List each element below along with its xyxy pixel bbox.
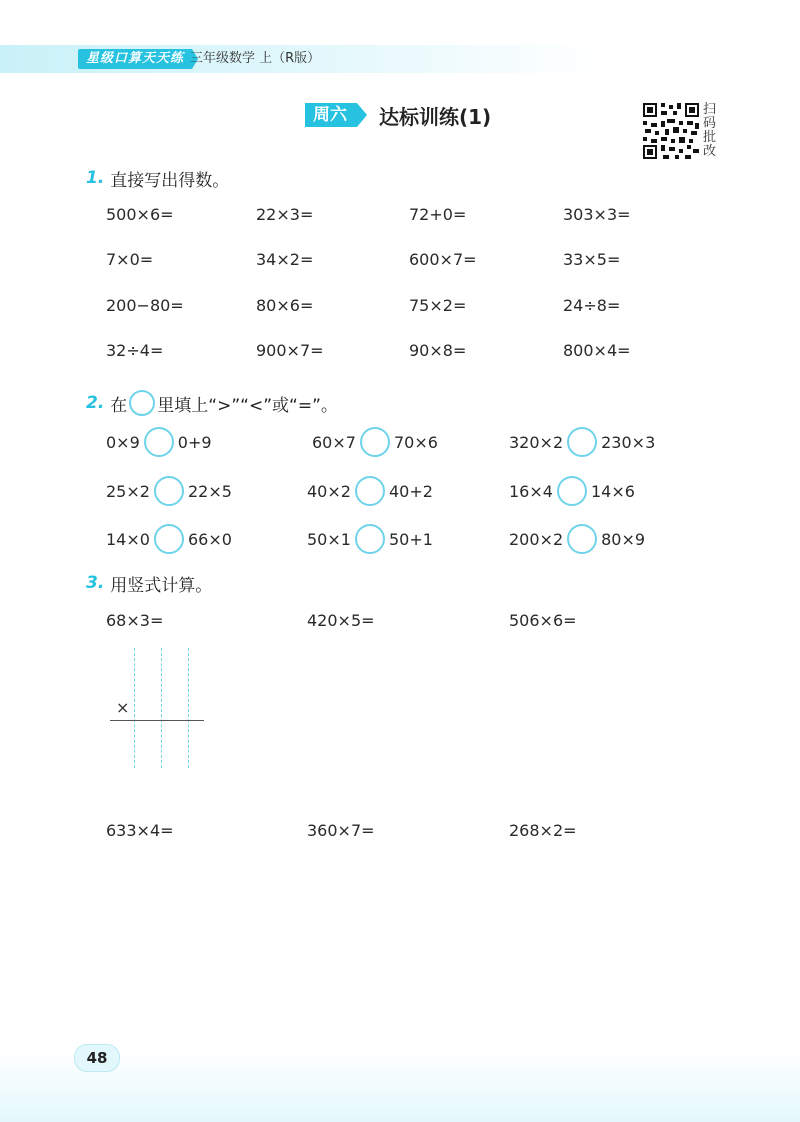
section-2-heading xyxy=(86,391,338,415)
calc-item: 303×3= xyxy=(563,205,631,224)
vertical-calc-item: 506×6= xyxy=(509,611,577,630)
digit-guide-line xyxy=(188,648,189,768)
compare-answer-circle[interactable] xyxy=(144,427,174,457)
compare-item xyxy=(312,426,438,458)
calc-item: 500×6= xyxy=(106,205,174,224)
compare-item xyxy=(106,426,212,458)
vertical-calc-item: 68×3= xyxy=(106,611,164,630)
vertical-calc-item: 420×5= xyxy=(307,611,375,630)
compare-right: 0+9 xyxy=(177,432,212,452)
compare-left: 60×7 xyxy=(312,432,356,452)
compare-left: 320×2 xyxy=(509,432,564,452)
calc-item: 900×7= xyxy=(256,341,324,360)
calc-item: 22×3= xyxy=(256,205,314,224)
compare-answer-circle[interactable] xyxy=(567,427,597,457)
section-3-heading xyxy=(86,571,212,595)
calc-item: 200−80= xyxy=(106,296,184,315)
qr-code-icon[interactable] xyxy=(643,103,699,159)
page-number: 48 xyxy=(74,1044,120,1072)
compare-answer-circle[interactable] xyxy=(355,524,385,554)
calc-item: 24÷8= xyxy=(563,296,621,315)
section-instruction: 用竖式计算。 xyxy=(110,575,213,596)
compare-answer-circle[interactable] xyxy=(154,476,184,506)
compare-answer-circle[interactable] xyxy=(557,476,587,506)
calc-underline xyxy=(110,720,204,721)
compare-left: 14×0 xyxy=(106,529,150,549)
vertical-calc-item: 360×7= xyxy=(307,821,375,840)
section-instruction-pre: 在 xyxy=(110,395,128,416)
section-number: 1. xyxy=(86,168,105,188)
compare-item xyxy=(106,475,232,507)
compare-answer-circle[interactable] xyxy=(567,524,597,554)
compare-right: 66×0 xyxy=(187,529,232,549)
section-number: 3. xyxy=(86,573,105,593)
times-symbol: × xyxy=(116,698,130,717)
compare-right: 230×3 xyxy=(601,432,656,452)
compare-right: 22×5 xyxy=(187,481,232,501)
calc-item: 75×2= xyxy=(409,296,467,315)
section-number: 2. xyxy=(86,393,105,413)
compare-left: 50×1 xyxy=(307,529,351,549)
compare-left: 200×2 xyxy=(509,529,564,549)
compare-right: 80×9 xyxy=(601,529,646,549)
footer-band xyxy=(0,1052,800,1122)
book-subtitle: 三年级数学 上（R版） xyxy=(190,51,321,66)
compare-item xyxy=(509,475,635,507)
calc-item: 7×0= xyxy=(106,250,154,269)
calc-item: 33×5= xyxy=(563,250,621,269)
compare-left: 25×2 xyxy=(106,481,150,501)
section-instruction-post: 里填上“>”“<”或“=”。 xyxy=(157,395,338,416)
digit-guide-line xyxy=(161,648,162,768)
compare-answer-circle[interactable] xyxy=(355,476,385,506)
qr-label: 扫码批改 xyxy=(703,102,717,159)
compare-item xyxy=(307,475,433,507)
compare-left: 16×4 xyxy=(509,481,553,501)
calc-item: 90×8= xyxy=(409,341,467,360)
compare-item xyxy=(509,523,645,555)
calc-item: 800×4= xyxy=(563,341,631,360)
compare-answer-circle[interactable] xyxy=(154,524,184,554)
compare-item xyxy=(106,523,232,555)
compare-right: 40+2 xyxy=(388,481,433,501)
compare-left: 0×9 xyxy=(106,432,140,452)
compare-left: 40×2 xyxy=(307,481,351,501)
page-title xyxy=(305,101,491,129)
compare-item xyxy=(509,426,655,458)
compare-answer-circle[interactable] xyxy=(360,427,390,457)
calc-item: 600×7= xyxy=(409,250,477,269)
calc-item: 34×2= xyxy=(256,250,314,269)
day-badge: 周六 xyxy=(305,103,357,127)
compare-right: 70×6 xyxy=(393,432,438,452)
compare-item xyxy=(307,523,433,555)
compare-right: 50+1 xyxy=(388,529,433,549)
series-tag: 星级口算天天练 xyxy=(78,49,192,69)
title-text: 达标训练(1) xyxy=(379,104,492,129)
section-instruction: 直接写出得数。 xyxy=(110,170,230,191)
vertical-calc-item: 633×4= xyxy=(106,821,174,840)
section-1-heading xyxy=(86,166,229,190)
calc-item: 32÷4= xyxy=(106,341,164,360)
calc-item: 80×6= xyxy=(256,296,314,315)
answer-circle-icon xyxy=(129,390,155,416)
vertical-calc-item: 268×2= xyxy=(509,821,577,840)
compare-right: 14×6 xyxy=(590,481,635,501)
calc-item: 72+0= xyxy=(409,205,467,224)
digit-guide-line xyxy=(134,648,135,768)
